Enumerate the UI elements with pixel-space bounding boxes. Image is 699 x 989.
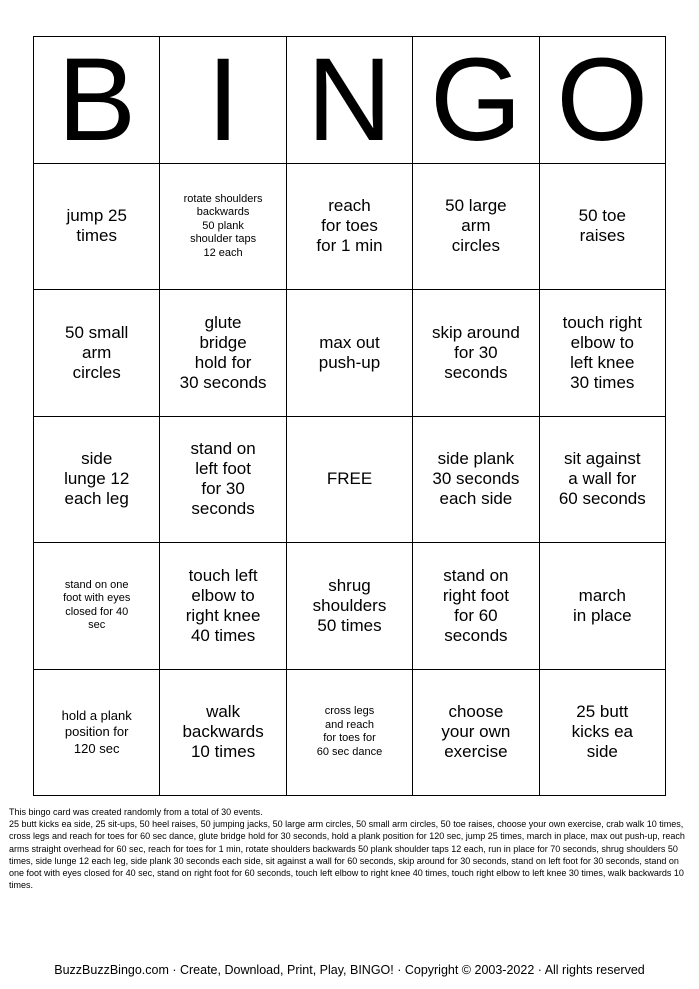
bingo-cell: walk backwards 10 times bbox=[160, 670, 286, 797]
bingo-cell: reach for toes for 1 min bbox=[287, 164, 413, 291]
bingo-cell: rotate shoulders backwards 50 plank shoulder taps 12 each bbox=[160, 164, 286, 291]
header-letter-i: I bbox=[160, 37, 286, 164]
bingo-cell: stand on left foot for 30 seconds bbox=[160, 417, 286, 544]
bingo-cell: touch right elbow to left knee 30 times bbox=[540, 290, 666, 417]
bingo-cell: stand on right foot for 60 seconds bbox=[413, 543, 539, 670]
bingo-cell: march in place bbox=[540, 543, 666, 670]
free-space: FREE bbox=[287, 417, 413, 544]
bingo-cell: side lunge 12 each leg bbox=[34, 417, 160, 544]
bingo-cell: max out push-up bbox=[287, 290, 413, 417]
bingo-cell: sit against a wall for 60 seconds bbox=[540, 417, 666, 544]
bingo-cell: skip around for 30 seconds bbox=[413, 290, 539, 417]
header-letter-b: B bbox=[34, 37, 160, 164]
bingo-cell: choose your own exercise bbox=[413, 670, 539, 797]
bingo-cell: shrug shoulders 50 times bbox=[287, 543, 413, 670]
bingo-cell: stand on one foot with eyes closed for 40 sec bbox=[34, 543, 160, 670]
card-info bbox=[9, 806, 693, 891]
bingo-card bbox=[33, 36, 666, 796]
bingo-cell: hold a plank position for 120 sec bbox=[34, 670, 160, 797]
info-summary: This bingo card was created randomly from a total of 30 events. bbox=[9, 807, 263, 817]
bingo-cell: 50 toe raises bbox=[540, 164, 666, 291]
bingo-cell: glute bridge hold for 30 seconds bbox=[160, 290, 286, 417]
header-letter-g: G bbox=[413, 37, 539, 164]
bingo-cell: cross legs and reach for toes for 60 sec dance bbox=[287, 670, 413, 797]
bingo-cell: 50 large arm circles bbox=[413, 164, 539, 291]
header-letter-o: O bbox=[540, 37, 666, 164]
bingo-cell: side plank 30 seconds each side bbox=[413, 417, 539, 544]
bingo-cell: touch left elbow to right knee 40 times bbox=[160, 543, 286, 670]
footer-copyright: BuzzBuzzBingo.com · Create, Download, Print, Play, BINGO! · Copyright © 2003-2022 · All rights reserved bbox=[54, 963, 645, 977]
bingo-cell: 50 small arm circles bbox=[34, 290, 160, 417]
info-event-list: 25 butt kicks ea side, 25 sit-ups, 50 heel raises, 50 jumping jacks, 50 large arm circles, 50 small arm circles, 50 toe raises, choose your own exercise, crab walk 10 times, cross legs and reach for toes for 60 sec dance, glute bridge hold for 30 seconds, hold a plank position for 120 sec, jump 25 times, march in place, max out push-up, reach arms straight overhead for 60 sec, reach for toes for 1 min, rotate shoulders backwards 50 plank shoulder taps 12 each, run in place for 70 seconds, shrug shoulders 50 times, side lunge 12 each leg, side plank 30 seconds each side, sit against a wall for 60 seconds, skip around for 30 seconds, stand on left foot for 30 seconds, stand on one foot with eyes closed for 40 sec, stand on right foot for 60 seconds, touch left elbow to right knee 40 times, touch right elbow to left knee 30 times, walk backwards 10 times. bbox=[9, 819, 685, 891]
header-letter-n: N bbox=[287, 37, 413, 164]
bingo-cell: jump 25 times bbox=[34, 164, 160, 291]
bingo-cell: 25 butt kicks ea side bbox=[540, 670, 666, 797]
